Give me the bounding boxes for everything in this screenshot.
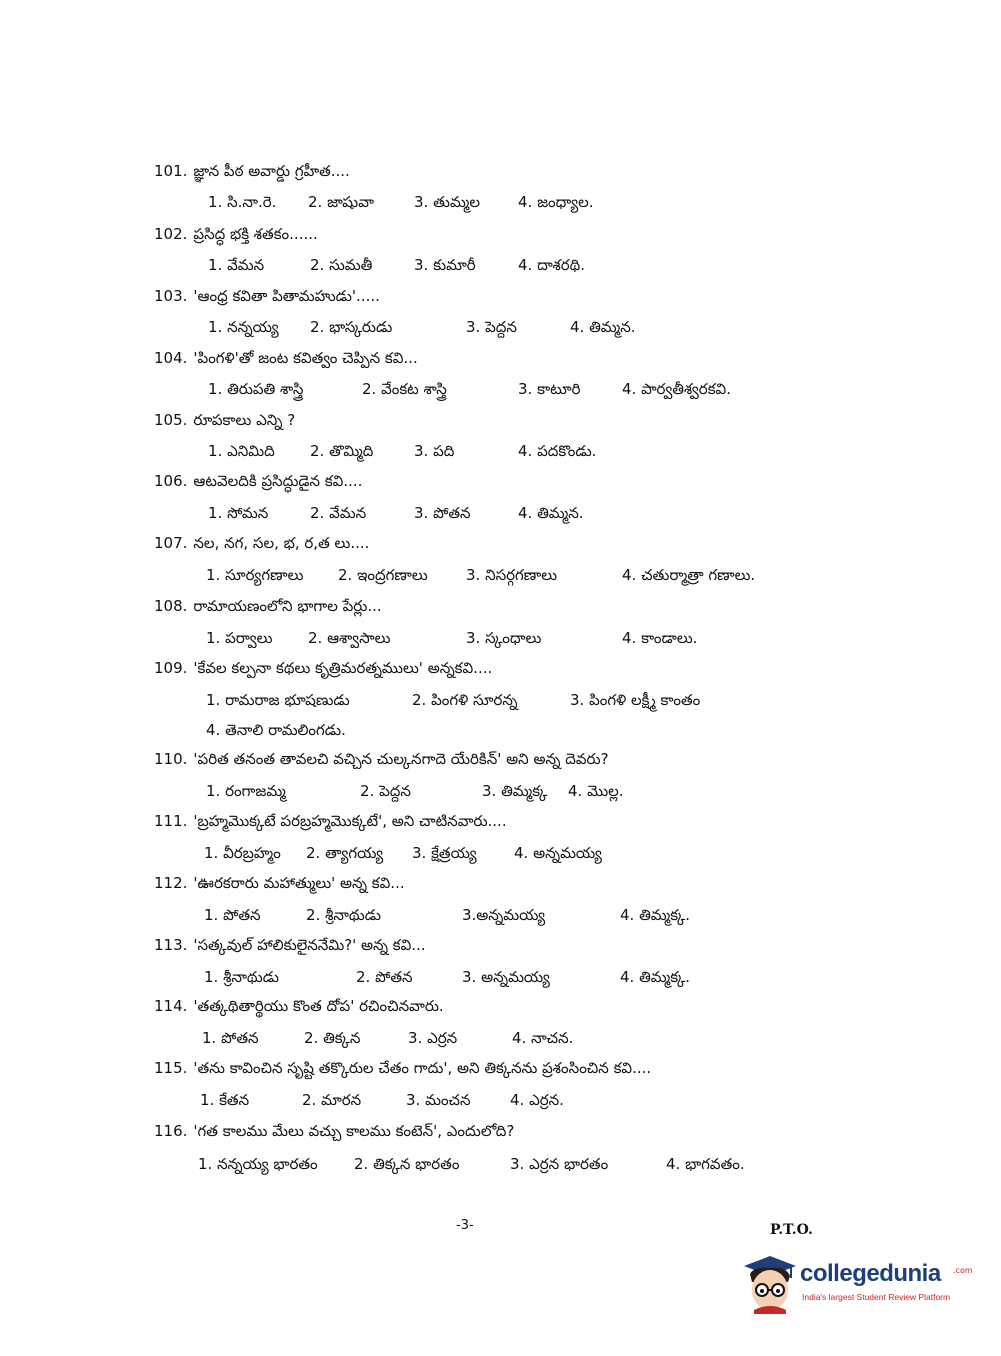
- option-4: 4. కాండాలు.: [622, 629, 698, 647]
- question-text: 'పింగళి'తో జంట కవిత్వం చెప్పిన కవి...: [193, 349, 418, 367]
- option-4: 4. తిమ్మన.: [518, 504, 584, 522]
- question-111: [154, 812, 507, 834]
- option-2: 2. త్యాగయ్య: [306, 844, 384, 862]
- option-1: 1. వేమన: [208, 256, 265, 274]
- question-112: [154, 874, 405, 896]
- option-4: 4. చతుర్మాత్రా గణాలు.: [622, 566, 756, 584]
- option-2: 2. ఆశ్వాసాలు: [308, 629, 391, 647]
- question-number: 104.: [154, 349, 188, 367]
- question-text: జ్ఞాన పీఠ అవార్డు గ్రహీత....: [193, 162, 350, 180]
- question-101: [154, 162, 350, 184]
- question-number: 110.: [154, 750, 188, 768]
- question-114: [154, 997, 444, 1019]
- option-3: 3. పది: [414, 442, 455, 460]
- question-number: 111.: [154, 812, 188, 830]
- question-number: 115.: [154, 1059, 188, 1077]
- question-number: 113.: [154, 936, 188, 954]
- page-number: -3-: [456, 1218, 474, 1233]
- question-text: 'కేవల కల్పనా కథలు కృత్రిమరత్నములు' అన్నకవి....: [193, 659, 493, 677]
- option-3: 3. క్షేత్రయ్య: [412, 844, 477, 862]
- option-2: 2. భాస్కరుడు: [310, 318, 393, 336]
- option-4: 4. తిమ్మక్క.: [620, 968, 691, 986]
- option-2: 2. తిక్కన: [304, 1029, 361, 1047]
- question-text: 'గత కాలము మేలు వచ్చు కాలము కంటెన్', ఎందులోది?: [193, 1122, 515, 1140]
- option-3: 3. తుమ్మల: [414, 193, 480, 211]
- option-3: 3. మంచన: [406, 1091, 471, 1109]
- option-3: 3. కాటూరి: [518, 380, 581, 398]
- option-2: 2. వేమన: [310, 504, 367, 522]
- question-number: 106.: [154, 472, 188, 490]
- question-108: [154, 597, 382, 619]
- question-110: [154, 750, 609, 772]
- option-4: 4. పార్వతీశ్వరకవి.: [622, 380, 731, 398]
- question-text: 'పరిత తనంత తావలచి వచ్చిన చుల్కనగాదె యేరికిన్' అని అన్న దెవరు?: [193, 750, 609, 768]
- question-104: [154, 349, 418, 371]
- option-3: 3. నిసర్గగణాలు: [466, 566, 558, 584]
- option-4: 4. అన్నమయ్య: [514, 844, 602, 862]
- question-number: 112.: [154, 874, 188, 892]
- option-3: 3. స్కంధాలు: [466, 629, 542, 647]
- question-text: నల, నగ, సల, భ, ర,త లు....: [193, 534, 370, 552]
- option-4: 4. పదకొండు.: [518, 442, 597, 460]
- option-1: 1. పోతన: [204, 906, 261, 924]
- option-3: 3. ఎర్రన భారతం: [510, 1155, 609, 1173]
- brand-tagline: India's largest Student Review Platform: [802, 1292, 951, 1302]
- option-4: 4. మొల్ల.: [568, 782, 624, 800]
- option-1: 1. నన్నయ్య భారతం: [198, 1155, 318, 1173]
- question-text: ప్రసిద్ధ భక్తి శతకం......: [193, 225, 318, 243]
- question-text: రామాయణంలోని భాగాల పేర్లు...: [193, 597, 382, 615]
- option-2: 2. పెద్దన: [360, 782, 411, 800]
- option-2: 2. తిక్కన భారతం: [354, 1155, 460, 1173]
- option-1: 1. సి.నా.రె.: [208, 193, 277, 211]
- option-2: 2. వేంకట శాస్త్రి: [362, 380, 447, 398]
- option-4: 4. భాగవతం.: [666, 1155, 745, 1173]
- question-text: 'సత్కవుల్ హాలికులైననేమి?' అన్న కవి...: [193, 936, 426, 954]
- option-1: 1. పోతన: [202, 1029, 259, 1047]
- option-4: 4. దాశరథి.: [518, 256, 586, 274]
- option-2: 2. జాషువా: [308, 193, 374, 211]
- option-3: 3. కుమారీ: [414, 256, 476, 274]
- option-2: 2. ఇంద్రగణాలు: [338, 566, 428, 584]
- option-2: 2. శ్రీనాథుడు: [306, 906, 381, 924]
- option-2: 2. పింగళి సూరన్న: [412, 691, 518, 709]
- option-3: 3. పెద్దన: [466, 318, 517, 336]
- question-number: 107.: [154, 534, 188, 552]
- option-1: 1. నన్నయ్య: [208, 318, 279, 336]
- brand-name: collegedunia: [800, 1260, 941, 1287]
- question-number: 108.: [154, 597, 188, 615]
- question-text: 'తను కావించిన సృష్టి తక్కొరుల చేతం గాదు', అని తిక్కనను ప్రశంసించిన కవి....: [193, 1059, 652, 1077]
- option-3: 3.అన్నమయ్య: [462, 906, 546, 924]
- option-1: 1. సూర్యగణాలు: [206, 566, 304, 584]
- question-107: [154, 534, 369, 556]
- question-text: 'తత్కథితార్థియు కొంత దోప' రచించినవారు.: [193, 997, 444, 1015]
- option-4: 4. ఎర్రన.: [510, 1091, 564, 1109]
- option-3: 3. ఎర్రన: [408, 1029, 458, 1047]
- option-3: 3. అన్నమయ్య: [462, 968, 550, 986]
- option-1: 1. రామరాజ భూషణుడు: [206, 691, 350, 709]
- question-106: [154, 472, 362, 494]
- mascot-icon: [740, 1252, 798, 1314]
- option-3: 3. పింగళి లక్ష్మీ కాంతం: [570, 691, 701, 709]
- option-3: 3. తిమ్మక్క: [482, 782, 548, 800]
- question-115: [154, 1059, 651, 1081]
- collegedunia-logo: [740, 1252, 980, 1314]
- question-number: 109.: [154, 659, 188, 677]
- option-2: 2. పోతన: [356, 968, 413, 986]
- question-109: [154, 659, 492, 681]
- question-text: 'ఆంధ్ర కవితా పితామహుడు'.....: [193, 287, 380, 305]
- option-2: 2. మారన: [302, 1091, 362, 1109]
- question-113: [154, 936, 426, 958]
- question-103: [154, 287, 380, 309]
- option-1: 1. పర్వాలు: [206, 629, 273, 647]
- option-4: 4. తిమ్మక్క.: [620, 906, 691, 924]
- option-1: 1. ఎనిమిది: [208, 442, 275, 460]
- option-1: 1. తిరుపతి శాస్త్రి: [208, 380, 304, 398]
- option-4: 4. తెనాలి రామలింగడు.: [206, 721, 346, 739]
- question-text: ఆటవెలదికి ప్రసిద్ధుడైన కవి....: [193, 472, 363, 490]
- option-4: 4. నాచన.: [512, 1029, 574, 1047]
- option-3: 3. పోతన: [414, 504, 471, 522]
- option-1: 1. కేతన: [200, 1091, 250, 1109]
- question-number: 101.: [154, 162, 188, 180]
- question-102: [154, 225, 318, 247]
- question-number: 116.: [154, 1122, 188, 1140]
- option-1: 1. సోమన: [208, 504, 269, 522]
- option-1: 1. శ్రీనాథుడు: [204, 968, 279, 986]
- option-2: 2. తొమ్మిది: [310, 442, 374, 460]
- question-number: 114.: [154, 997, 188, 1015]
- option-1: 1. వీరబ్రహ్మం: [204, 844, 281, 862]
- question-text: 'ఊరకరారు మహాత్ములు' అన్న కవి...: [193, 874, 405, 892]
- question-number: 103.: [154, 287, 188, 305]
- question-text: రూపకాలు ఎన్ని ?: [193, 411, 296, 429]
- question-number: 105.: [154, 411, 188, 429]
- option-4: 4. తిమ్మన.: [570, 318, 636, 336]
- pto-label: P.T.O.: [770, 1222, 813, 1238]
- option-2: 2. సుమతీ: [310, 256, 373, 274]
- question-text: 'బ్రహ్మమొక్కటే పరబ్రహ్మమొక్కటే', అని చాటినవారు....: [193, 812, 507, 830]
- question-116: [154, 1122, 514, 1144]
- option-4: 4. జంధ్యాల.: [518, 193, 594, 211]
- question-105: [154, 411, 295, 433]
- question-number: 102.: [154, 225, 188, 243]
- option-1: 1. రంగాజమ్మ: [206, 782, 286, 800]
- brand-domain-suffix: .com: [953, 1266, 973, 1275]
